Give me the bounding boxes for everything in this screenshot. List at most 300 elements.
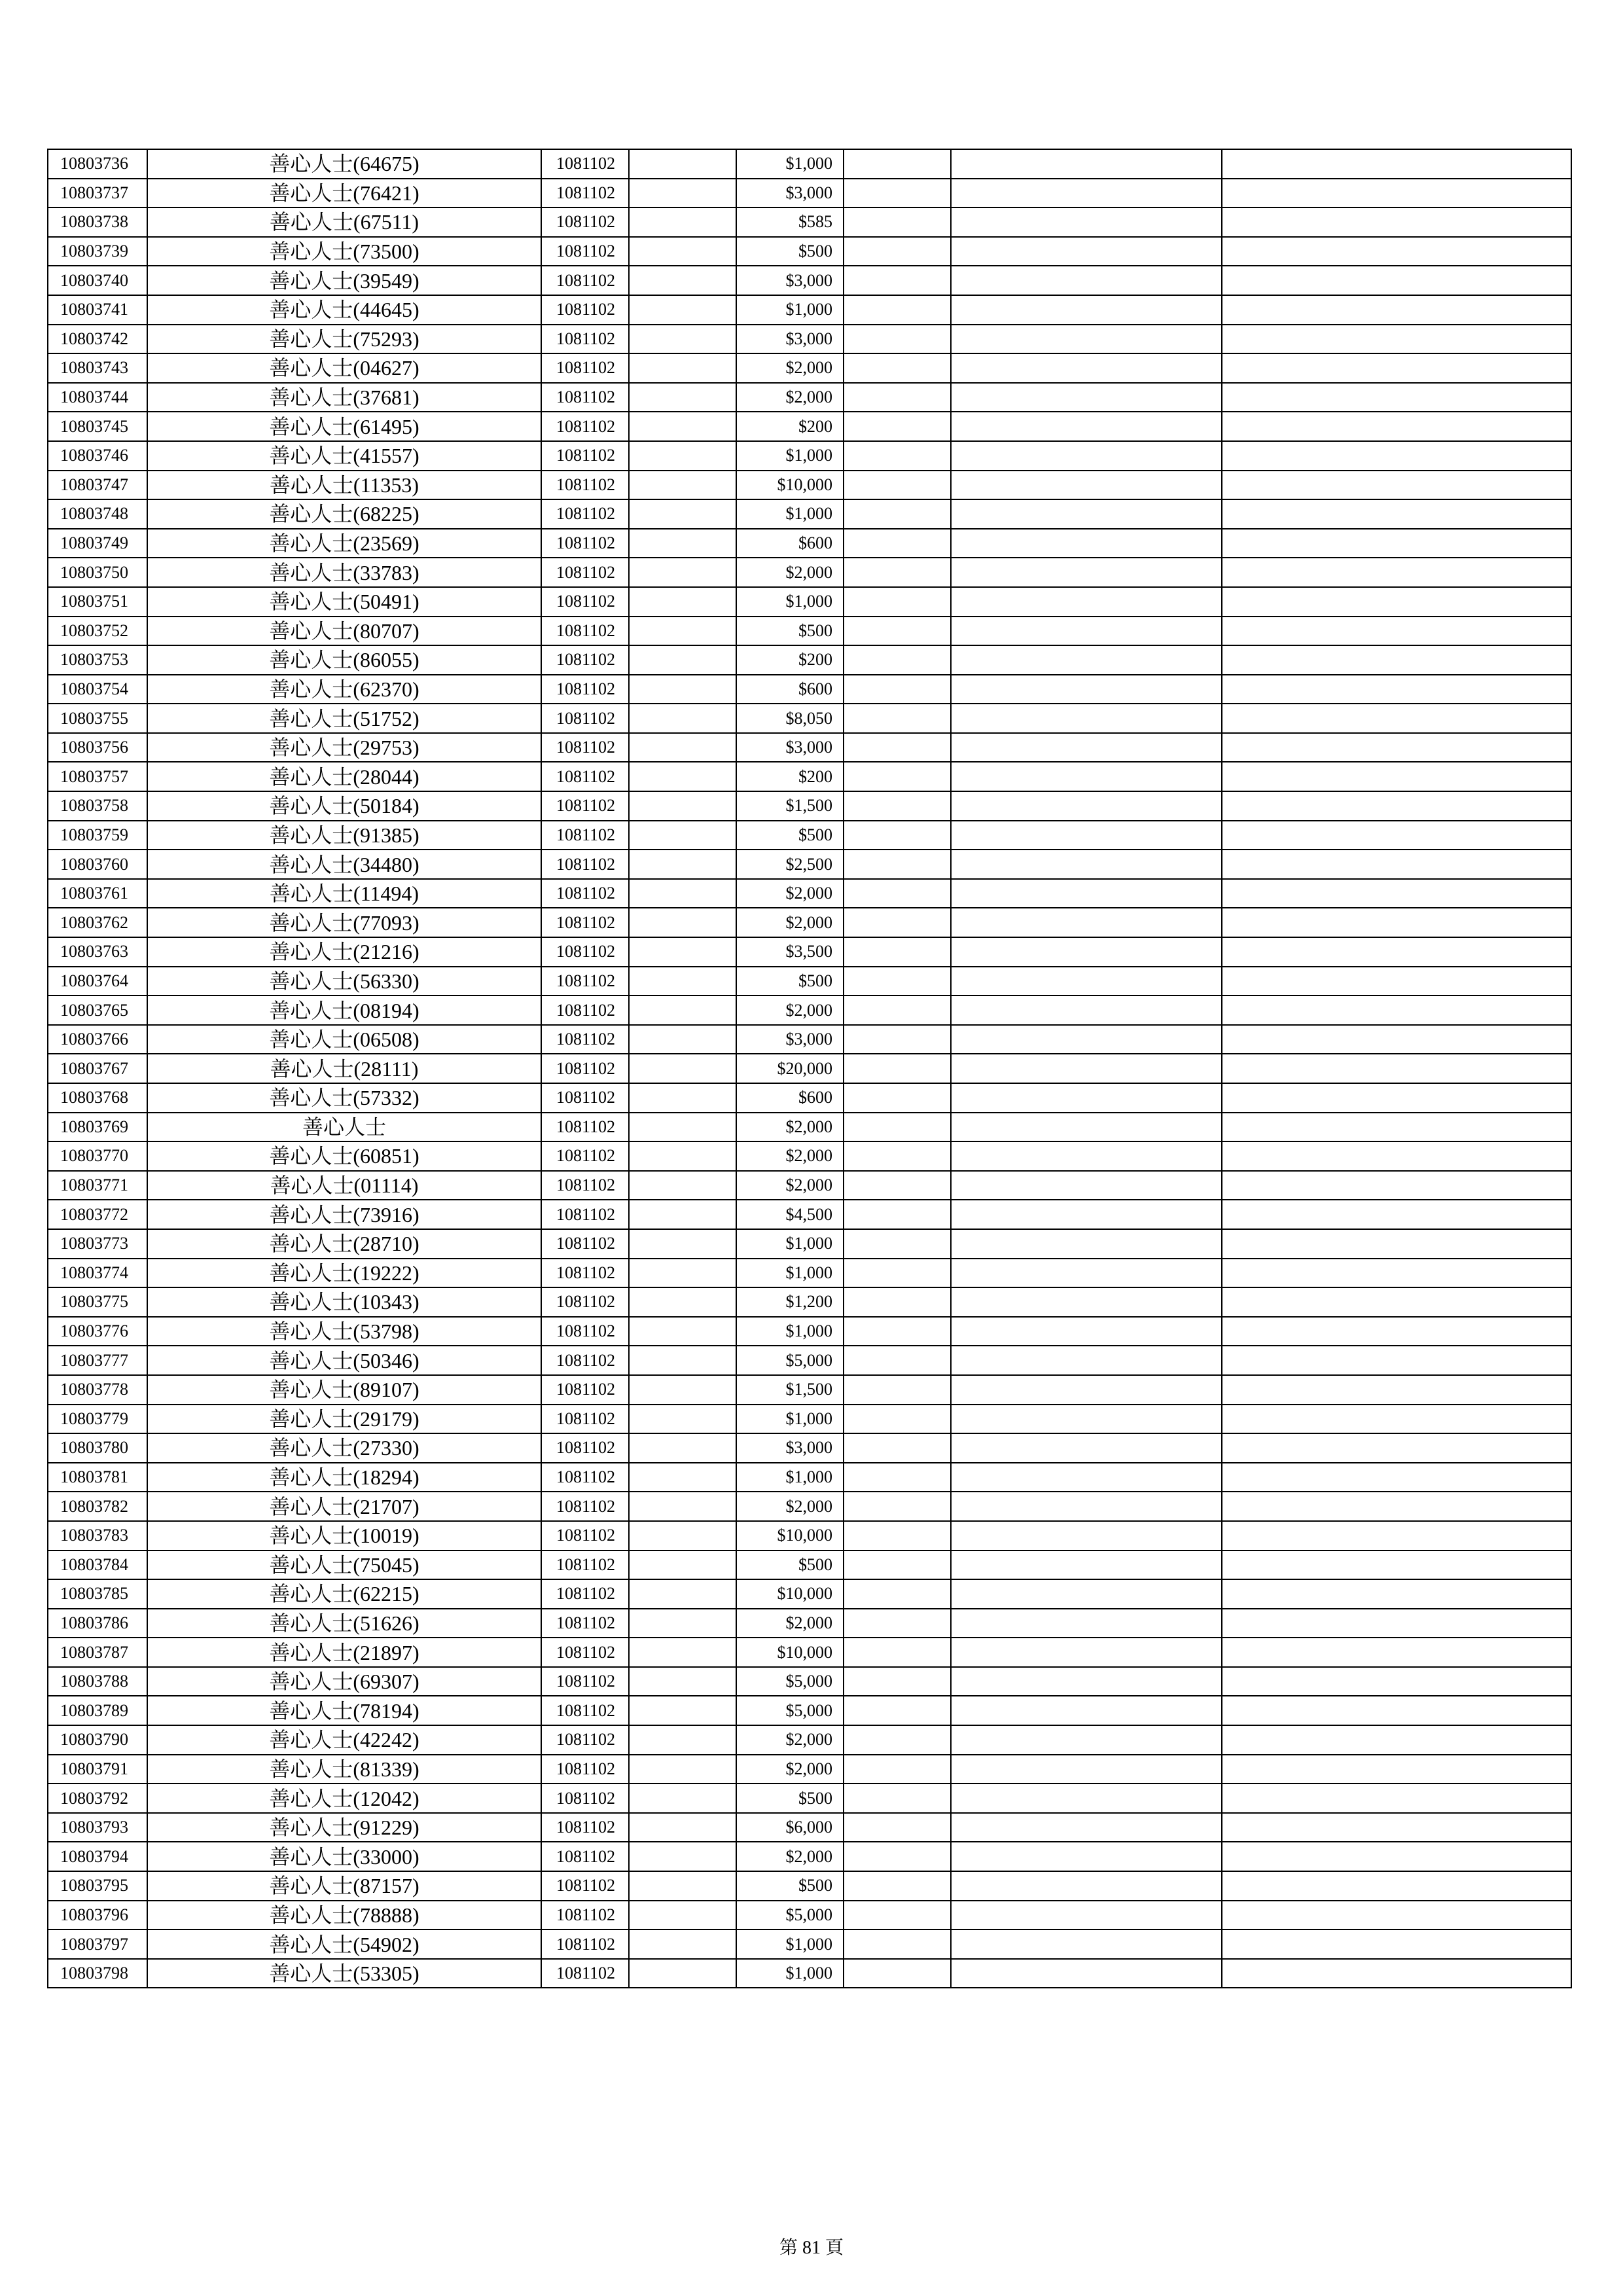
receipt-id-cell: 10803737 (48, 179, 147, 208)
empty-cell (951, 499, 1222, 529)
date-cell: 1081102 (541, 1259, 629, 1288)
empty-cell (629, 1784, 736, 1813)
date-cell: 1081102 (541, 1405, 629, 1434)
amount-cell: $2,000 (736, 1609, 844, 1638)
empty-cell (1222, 1871, 1571, 1901)
receipt-id-cell: 10803755 (48, 704, 147, 733)
empty-cell (951, 1492, 1222, 1521)
date-cell: 1081102 (541, 1696, 629, 1725)
receipt-id-cell: 10803782 (48, 1492, 147, 1521)
empty-cell (629, 179, 736, 208)
amount-cell: $8,050 (736, 704, 844, 733)
empty-cell (844, 237, 951, 266)
date-cell: 1081102 (541, 441, 629, 471)
date-cell: 1081102 (541, 325, 629, 354)
empty-cell (1222, 1551, 1571, 1580)
amount-cell: $2,000 (736, 996, 844, 1025)
empty-cell (629, 558, 736, 587)
empty-cell (1222, 529, 1571, 558)
donation-table (47, 149, 1572, 1988)
empty-cell (629, 1492, 736, 1521)
empty-cell (844, 675, 951, 704)
empty-cell (629, 1667, 736, 1696)
table-row (48, 1463, 1571, 1492)
empty-cell (1222, 295, 1571, 325)
donor-name-cell: 善心人士(11353) (147, 471, 541, 500)
amount-cell: $5,000 (736, 1696, 844, 1725)
donor-name-cell: 善心人士(81339) (147, 1755, 541, 1784)
date-cell: 1081102 (541, 412, 629, 441)
empty-cell (1222, 412, 1571, 441)
amount-cell: $1,000 (736, 1929, 844, 1959)
donor-name-cell: 善心人士(11494) (147, 879, 541, 908)
amount-cell: $2,000 (736, 1755, 844, 1784)
table-row (48, 1433, 1571, 1463)
empty-cell (844, 587, 951, 617)
table-row (48, 1755, 1571, 1784)
amount-cell: $10,000 (736, 1521, 844, 1551)
empty-cell (1222, 791, 1571, 821)
empty-cell (951, 1551, 1222, 1580)
empty-cell (844, 645, 951, 675)
empty-cell (951, 1667, 1222, 1696)
empty-cell (1222, 441, 1571, 471)
empty-cell (844, 1609, 951, 1638)
empty-cell (629, 1842, 736, 1871)
empty-cell (951, 325, 1222, 354)
donor-name-cell: 善心人士(28111) (147, 1054, 541, 1083)
amount-cell: $200 (736, 412, 844, 441)
donor-name-cell: 善心人士(62215) (147, 1579, 541, 1609)
empty-cell (951, 762, 1222, 791)
receipt-id-cell: 10803798 (48, 1959, 147, 1988)
receipt-id-cell: 10803758 (48, 791, 147, 821)
receipt-id-cell: 10803767 (48, 1054, 147, 1083)
date-cell: 1081102 (541, 1433, 629, 1463)
empty-cell (844, 996, 951, 1025)
empty-cell (844, 1054, 951, 1083)
table-row (48, 1521, 1571, 1551)
donor-name-cell: 善心人士(50491) (147, 587, 541, 617)
table-row (48, 996, 1571, 1025)
date-cell: 1081102 (541, 179, 629, 208)
empty-cell (1222, 1667, 1571, 1696)
receipt-id-cell: 10803743 (48, 353, 147, 383)
empty-cell (1222, 325, 1571, 354)
empty-cell (951, 1287, 1222, 1317)
date-cell: 1081102 (541, 908, 629, 937)
empty-cell (951, 1959, 1222, 1988)
empty-cell (844, 149, 951, 179)
table-row (48, 967, 1571, 996)
receipt-id-cell: 10803784 (48, 1551, 147, 1580)
date-cell: 1081102 (541, 1287, 629, 1317)
empty-cell (844, 821, 951, 850)
amount-cell: $5,000 (736, 1667, 844, 1696)
empty-cell (951, 1725, 1222, 1755)
empty-cell (1222, 266, 1571, 295)
empty-cell (951, 237, 1222, 266)
empty-cell (844, 1346, 951, 1375)
empty-cell (629, 266, 736, 295)
date-cell: 1081102 (541, 1755, 629, 1784)
date-cell: 1081102 (541, 1141, 629, 1171)
table-row (48, 383, 1571, 412)
receipt-id-cell: 10803742 (48, 325, 147, 354)
empty-cell (1222, 1113, 1571, 1142)
empty-cell (629, 325, 736, 354)
empty-cell (951, 791, 1222, 821)
donor-name-cell: 善心人士(86055) (147, 645, 541, 675)
table-row (48, 879, 1571, 908)
empty-cell (844, 325, 951, 354)
receipt-id-cell: 10803754 (48, 675, 147, 704)
table-row (48, 1579, 1571, 1609)
empty-cell (951, 1259, 1222, 1288)
empty-cell (629, 1609, 736, 1638)
table-row (48, 1171, 1571, 1200)
empty-cell (629, 441, 736, 471)
receipt-id-cell: 10803759 (48, 821, 147, 850)
empty-cell (844, 383, 951, 412)
table-row (48, 675, 1571, 704)
amount-cell: $1,000 (736, 1259, 844, 1288)
empty-cell (629, 1346, 736, 1375)
empty-cell (629, 791, 736, 821)
donor-name-cell: 善心人士(76421) (147, 179, 541, 208)
empty-cell (844, 617, 951, 646)
empty-cell (951, 1375, 1222, 1405)
empty-cell (1222, 1959, 1571, 1988)
amount-cell: $3,000 (736, 1433, 844, 1463)
table-row (48, 149, 1571, 179)
empty-cell (844, 412, 951, 441)
receipt-id-cell: 10803779 (48, 1405, 147, 1434)
empty-cell (1222, 1025, 1571, 1054)
empty-cell (629, 1200, 736, 1229)
empty-cell (844, 1725, 951, 1755)
empty-cell (629, 1287, 736, 1317)
table-row (48, 295, 1571, 325)
empty-cell (844, 850, 951, 879)
amount-cell: $2,000 (736, 1141, 844, 1171)
empty-cell (951, 908, 1222, 937)
empty-cell (951, 1755, 1222, 1784)
empty-cell (1222, 1929, 1571, 1959)
date-cell: 1081102 (541, 149, 629, 179)
empty-cell (844, 266, 951, 295)
donor-name-cell: 善心人士(28044) (147, 762, 541, 791)
empty-cell (844, 967, 951, 996)
empty-cell (951, 879, 1222, 908)
table-row (48, 587, 1571, 617)
date-cell: 1081102 (541, 1929, 629, 1959)
empty-cell (844, 1083, 951, 1113)
empty-cell (844, 1959, 951, 1988)
date-cell: 1081102 (541, 791, 629, 821)
page-number: 第 81 頁 (779, 2238, 844, 2258)
table-row (48, 325, 1571, 354)
empty-cell (951, 587, 1222, 617)
table-row (48, 1667, 1571, 1696)
donor-name-cell: 善心人士(12042) (147, 1784, 541, 1813)
empty-cell (1222, 1141, 1571, 1171)
amount-cell: $3,000 (736, 733, 844, 762)
amount-cell: $1,500 (736, 791, 844, 821)
amount-cell: $500 (736, 237, 844, 266)
empty-cell (1222, 1229, 1571, 1259)
empty-cell (844, 1492, 951, 1521)
empty-cell (844, 1433, 951, 1463)
empty-cell (951, 1433, 1222, 1463)
donor-name-cell: 善心人士(53305) (147, 1959, 541, 1988)
date-cell: 1081102 (541, 1171, 629, 1200)
donor-name-cell: 善心人士(77093) (147, 908, 541, 937)
donor-name-cell: 善心人士(68225) (147, 499, 541, 529)
empty-cell (629, 1929, 736, 1959)
empty-cell (629, 1405, 736, 1434)
date-cell: 1081102 (541, 295, 629, 325)
empty-cell (844, 1696, 951, 1725)
donor-name-cell: 善心人士(23569) (147, 529, 541, 558)
amount-cell: $2,000 (736, 1492, 844, 1521)
table-row (48, 1200, 1571, 1229)
amount-cell: $2,000 (736, 908, 844, 937)
donor-name-cell: 善心人士(39549) (147, 266, 541, 295)
donor-name-cell: 善心人士(29753) (147, 733, 541, 762)
empty-cell (844, 1141, 951, 1171)
amount-cell: $1,500 (736, 1375, 844, 1405)
date-cell: 1081102 (541, 1229, 629, 1259)
amount-cell: $600 (736, 529, 844, 558)
table-row (48, 1813, 1571, 1842)
date-cell: 1081102 (541, 1025, 629, 1054)
empty-cell (629, 1259, 736, 1288)
date-cell: 1081102 (541, 529, 629, 558)
donor-name-cell: 善心人士(08194) (147, 996, 541, 1025)
donor-name-cell: 善心人士(42242) (147, 1725, 541, 1755)
empty-cell (844, 558, 951, 587)
donor-name-cell: 善心人士(04627) (147, 353, 541, 383)
empty-cell (1222, 499, 1571, 529)
date-cell: 1081102 (541, 1871, 629, 1901)
empty-cell (1222, 1638, 1571, 1667)
date-cell: 1081102 (541, 1346, 629, 1375)
empty-cell (629, 908, 736, 937)
empty-cell (951, 967, 1222, 996)
amount-cell: $5,000 (736, 1346, 844, 1375)
donor-name-cell: 善心人士(69307) (147, 1667, 541, 1696)
empty-cell (844, 1638, 951, 1667)
empty-cell (844, 499, 951, 529)
receipt-id-cell: 10803787 (48, 1638, 147, 1667)
donor-name-cell: 善心人士(56330) (147, 967, 541, 996)
empty-cell (629, 967, 736, 996)
receipt-id-cell: 10803745 (48, 412, 147, 441)
table-row (48, 179, 1571, 208)
donor-name-cell: 善心人士(06508) (147, 1025, 541, 1054)
empty-cell (629, 645, 736, 675)
date-cell: 1081102 (541, 1375, 629, 1405)
donor-name-cell: 善心人士(19222) (147, 1259, 541, 1288)
empty-cell (629, 1638, 736, 1667)
donor-name-cell: 善心人士(54902) (147, 1929, 541, 1959)
empty-cell (951, 1405, 1222, 1434)
empty-cell (1222, 558, 1571, 587)
date-cell: 1081102 (541, 266, 629, 295)
receipt-id-cell: 10803769 (48, 1113, 147, 1142)
donor-name-cell: 善心人士(29179) (147, 1405, 541, 1434)
receipt-id-cell: 10803751 (48, 587, 147, 617)
empty-cell (951, 353, 1222, 383)
empty-cell (1222, 1609, 1571, 1638)
receipt-id-cell: 10803770 (48, 1141, 147, 1171)
date-cell: 1081102 (541, 558, 629, 587)
amount-cell: $3,000 (736, 179, 844, 208)
table-row (48, 1083, 1571, 1113)
table-row (48, 207, 1571, 237)
empty-cell (844, 471, 951, 500)
empty-cell (844, 1901, 951, 1930)
empty-cell (1222, 353, 1571, 383)
receipt-id-cell: 10803764 (48, 967, 147, 996)
donor-name-cell: 善心人士(10343) (147, 1287, 541, 1317)
empty-cell (844, 1463, 951, 1492)
receipt-id-cell: 10803763 (48, 937, 147, 967)
table-body (48, 149, 1571, 1988)
amount-cell: $3,000 (736, 325, 844, 354)
donor-name-cell: 善心人士(18294) (147, 1463, 541, 1492)
date-cell: 1081102 (541, 587, 629, 617)
empty-cell (1222, 879, 1571, 908)
empty-cell (844, 295, 951, 325)
amount-cell: $10,000 (736, 1579, 844, 1609)
amount-cell: $1,000 (736, 149, 844, 179)
empty-cell (1222, 383, 1571, 412)
donor-name-cell: 善心人士(91385) (147, 821, 541, 850)
empty-cell (951, 179, 1222, 208)
empty-cell (951, 1579, 1222, 1609)
amount-cell: $1,000 (736, 1463, 844, 1492)
receipt-id-cell: 10803786 (48, 1609, 147, 1638)
receipt-id-cell: 10803794 (48, 1842, 147, 1871)
amount-cell: $3,000 (736, 266, 844, 295)
empty-cell (629, 1871, 736, 1901)
empty-cell (1222, 1433, 1571, 1463)
amount-cell: $500 (736, 1871, 844, 1901)
receipt-id-cell: 10803797 (48, 1929, 147, 1959)
amount-cell: $500 (736, 1551, 844, 1580)
empty-cell (844, 207, 951, 237)
empty-cell (629, 207, 736, 237)
empty-cell (629, 1725, 736, 1755)
empty-cell (629, 1463, 736, 1492)
receipt-id-cell: 10803785 (48, 1579, 147, 1609)
table-row (48, 1141, 1571, 1171)
amount-cell: $1,200 (736, 1287, 844, 1317)
empty-cell (1222, 1317, 1571, 1346)
date-cell: 1081102 (541, 1842, 629, 1871)
empty-cell (951, 1346, 1222, 1375)
donor-name-cell: 善心人士(37681) (147, 383, 541, 412)
receipt-id-cell: 10803775 (48, 1287, 147, 1317)
empty-cell (844, 1405, 951, 1434)
receipt-id-cell: 10803738 (48, 207, 147, 237)
receipt-id-cell: 10803765 (48, 996, 147, 1025)
empty-cell (629, 412, 736, 441)
table-row (48, 1375, 1571, 1405)
receipt-id-cell: 10803774 (48, 1259, 147, 1288)
date-cell: 1081102 (541, 1054, 629, 1083)
amount-cell: $1,000 (736, 1317, 844, 1346)
empty-cell (844, 353, 951, 383)
donor-name-cell: 善心人士(53798) (147, 1317, 541, 1346)
table-row (48, 1842, 1571, 1871)
empty-cell (629, 1755, 736, 1784)
empty-cell (951, 412, 1222, 441)
receipt-id-cell: 10803736 (48, 149, 147, 179)
empty-cell (1222, 1842, 1571, 1871)
empty-cell (951, 1638, 1222, 1667)
empty-cell (629, 996, 736, 1025)
empty-cell (1222, 850, 1571, 879)
amount-cell: $10,000 (736, 471, 844, 500)
table-row (48, 266, 1571, 295)
date-cell: 1081102 (541, 1667, 629, 1696)
empty-cell (629, 762, 736, 791)
empty-cell (1222, 1200, 1571, 1229)
empty-cell (629, 237, 736, 266)
empty-cell (951, 1842, 1222, 1871)
donor-name-cell: 善心人士(33783) (147, 558, 541, 587)
empty-cell (844, 1229, 951, 1259)
donor-name-cell: 善心人士(28710) (147, 1229, 541, 1259)
empty-cell (629, 1083, 736, 1113)
empty-cell (1222, 675, 1571, 704)
empty-cell (1222, 1171, 1571, 1200)
empty-cell (844, 529, 951, 558)
receipt-id-cell: 10803781 (48, 1463, 147, 1492)
date-cell: 1081102 (541, 499, 629, 529)
donor-name-cell: 善心人士(34480) (147, 850, 541, 879)
date-cell: 1081102 (541, 1317, 629, 1346)
empty-cell (629, 675, 736, 704)
amount-cell: $2,000 (736, 383, 844, 412)
empty-cell (1222, 1259, 1571, 1288)
donor-name-cell: 善心人士(27330) (147, 1433, 541, 1463)
table-row (48, 791, 1571, 821)
table-row (48, 1346, 1571, 1375)
receipt-id-cell: 10803772 (48, 1200, 147, 1229)
table-row (48, 499, 1571, 529)
donor-name-cell: 善心人士(64675) (147, 149, 541, 179)
table-row (48, 353, 1571, 383)
amount-cell: $2,000 (736, 1725, 844, 1755)
donor-name-cell: 善心人士(75293) (147, 325, 541, 354)
empty-cell (1222, 937, 1571, 967)
date-cell: 1081102 (541, 1638, 629, 1667)
amount-cell: $3,500 (736, 937, 844, 967)
amount-cell: $1,000 (736, 441, 844, 471)
receipt-id-cell: 10803757 (48, 762, 147, 791)
empty-cell (951, 1813, 1222, 1842)
table-row (48, 1025, 1571, 1054)
donor-name-cell: 善心人士(21707) (147, 1492, 541, 1521)
date-cell: 1081102 (541, 704, 629, 733)
donor-name-cell: 善心人士(75045) (147, 1551, 541, 1580)
donor-name-cell: 善心人士(10019) (147, 1521, 541, 1551)
receipt-id-cell: 10803750 (48, 558, 147, 587)
